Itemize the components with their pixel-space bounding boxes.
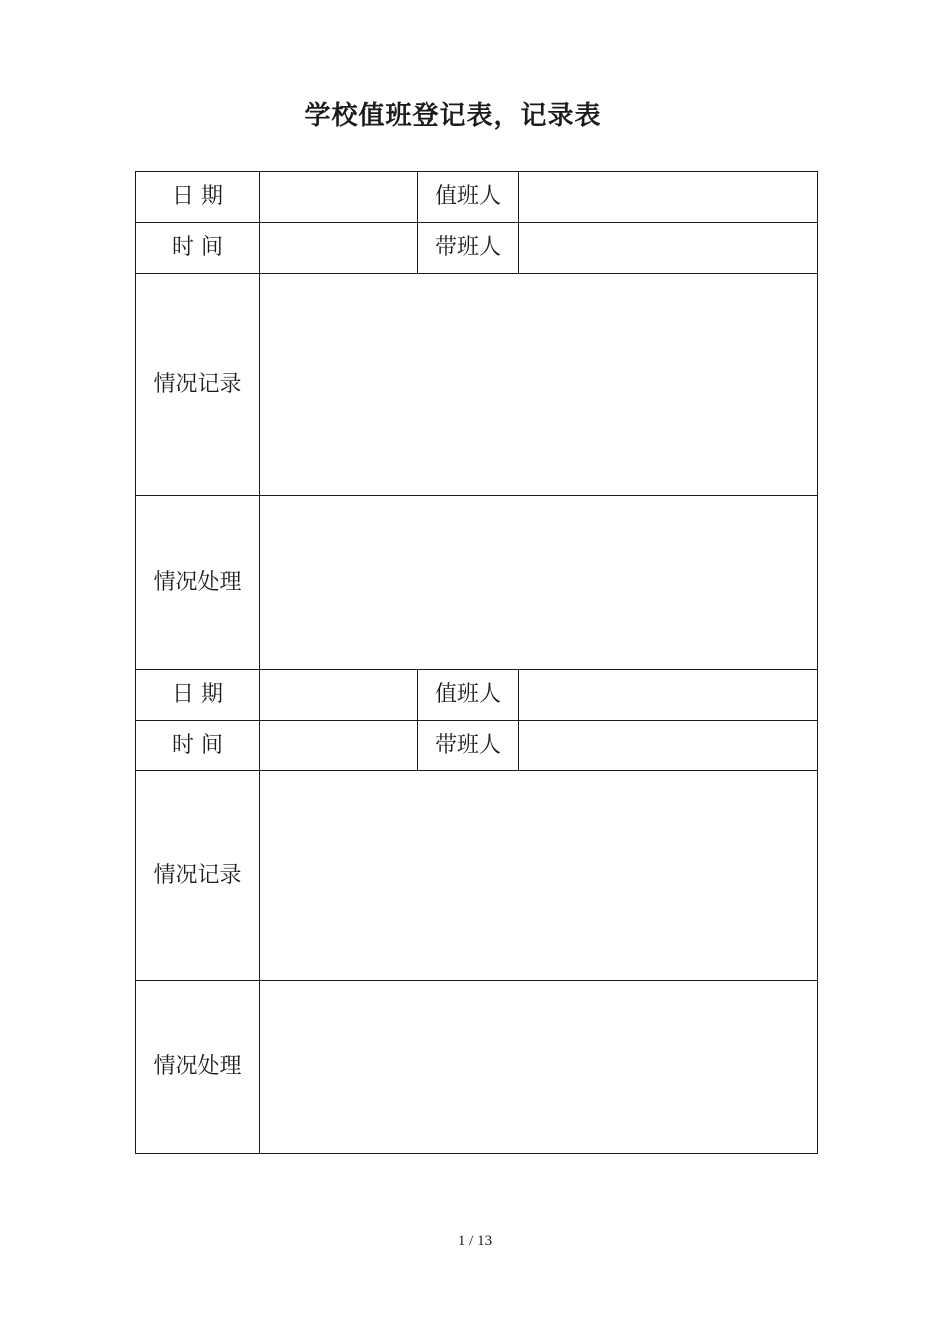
time-label: 时 间 <box>136 721 260 771</box>
date-value-cell[interactable] <box>260 172 418 223</box>
time-label: 时 间 <box>136 223 260 274</box>
on-duty-value-cell[interactable] <box>519 670 818 721</box>
handling-label: 情况处理 <box>136 981 260 1154</box>
handling-content-cell[interactable] <box>260 981 818 1154</box>
on-duty-label: 值班人 <box>418 670 519 721</box>
entry-2-date-row <box>136 670 818 721</box>
entry-1-handling-row <box>136 496 818 670</box>
entry-1-date-row <box>136 172 818 223</box>
entry-1-record-row <box>136 274 818 496</box>
entry-2-handling-row <box>136 981 818 1154</box>
on-duty-value-cell[interactable] <box>519 172 818 223</box>
page-indicator: 1 / 13 <box>457 1233 493 1249</box>
on-duty-label: 值班人 <box>418 172 519 223</box>
leader-label: 带班人 <box>418 223 519 274</box>
document-title: 学校值班登记表，记录表 <box>304 101 602 131</box>
duty-log-table <box>135 171 818 1154</box>
date-label: 日 期 <box>136 172 260 223</box>
leader-label: 带班人 <box>418 721 519 771</box>
date-label: 日 期 <box>136 670 260 721</box>
handling-label: 情况处理 <box>136 496 260 670</box>
record-content-cell[interactable] <box>260 274 818 496</box>
entry-2-time-row <box>136 721 818 771</box>
leader-value-cell[interactable] <box>519 223 818 274</box>
record-label: 情况记录 <box>136 274 260 496</box>
time-value-cell[interactable] <box>260 721 418 771</box>
record-content-cell[interactable] <box>260 771 818 981</box>
entry-2-record-row <box>136 771 818 981</box>
leader-value-cell[interactable] <box>519 721 818 771</box>
handling-content-cell[interactable] <box>260 496 818 670</box>
time-value-cell[interactable] <box>260 223 418 274</box>
date-value-cell[interactable] <box>260 670 418 721</box>
record-label: 情况记录 <box>136 771 260 981</box>
entry-1-time-row <box>136 223 818 274</box>
